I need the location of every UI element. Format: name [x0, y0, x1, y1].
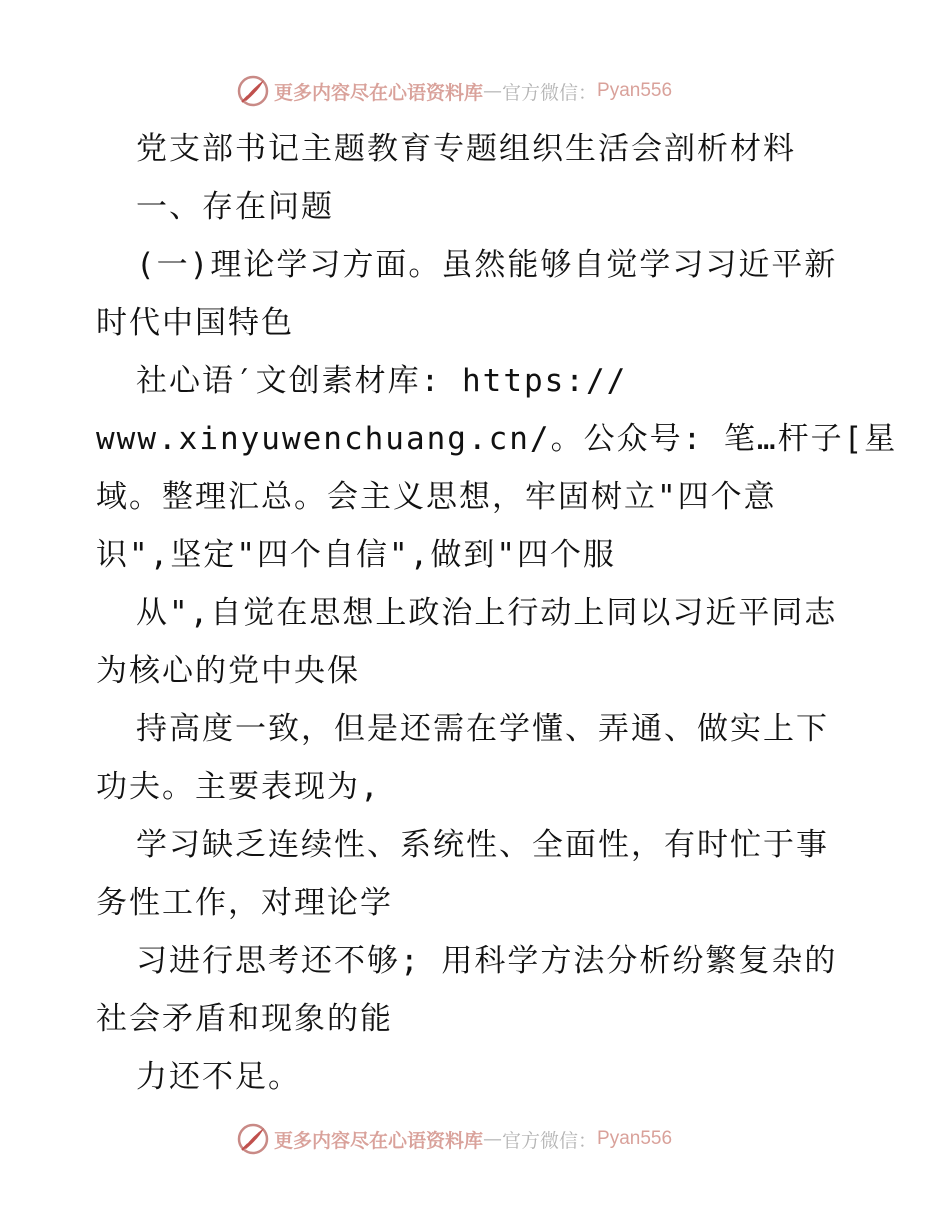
quill-logo-icon [236, 74, 270, 108]
paragraph-line: (一)理论学习方面。虽然能够自觉学习习近平新 [136, 247, 838, 283]
paragraph-line: 力还不足。 [136, 1059, 301, 1095]
paragraph-line: 功夫。主要表现为, [96, 769, 381, 805]
paragraph-line: 时代中国特色 [96, 305, 294, 341]
quill-logo-icon [236, 1122, 270, 1156]
paragraph-line: 习进行思考还不够; 用科学方法分析纷繁复杂的 [136, 943, 838, 979]
watermark-dash: — [483, 1128, 503, 1150]
document-body [96, 120, 898, 1106]
watermark-main-text: 更多内容尽在心语资料库 [274, 1129, 484, 1152]
watermark-dash: — [483, 80, 503, 102]
paragraph-line: 域。整理汇总。会主义思想，牢固树立"四个意 [96, 479, 777, 515]
paragraph-line: 识",坚定"四个自信",做到"四个服 [96, 537, 616, 573]
paragraph-line: 务性工作，对理论学 [96, 885, 393, 921]
watermark-wechat-label: 官方微信： [502, 1129, 598, 1152]
paragraph-line: 社心语′文创素材库: https:// [136, 363, 628, 399]
paragraph-line: 持高度一致，但是还需在学懂、弄通、做实上下 [136, 711, 829, 747]
paragraph-line: 社会矛盾和现象的能 [96, 1001, 393, 1037]
paragraph-line: 学习缺乏连续性、系统性、全面性，有时忙于事 [136, 827, 829, 863]
paragraph-line: www.xinyuwenchuang.cn/。公众号: 笔…杆子[星 [96, 421, 898, 457]
watermark-main-text: 更多内容尽在心语资料库 [274, 81, 484, 104]
section-heading: 一、存在问题 [136, 189, 334, 225]
footer-watermark [236, 1121, 756, 1157]
paragraph-line: 为核心的党中央保 [96, 653, 360, 689]
header-watermark [236, 73, 756, 109]
paragraph-line: 从",自觉在思想上政治上行动上同以习近平同志 [136, 595, 838, 631]
watermark-wechat-label: 官方微信： [502, 81, 598, 104]
watermark-wechat-id: Pyan556 [597, 80, 673, 101]
watermark-wechat-id: Pyan556 [597, 1128, 673, 1149]
document-title: 党支部书记主题教育专题组织生活会剖析材料 [136, 131, 796, 167]
